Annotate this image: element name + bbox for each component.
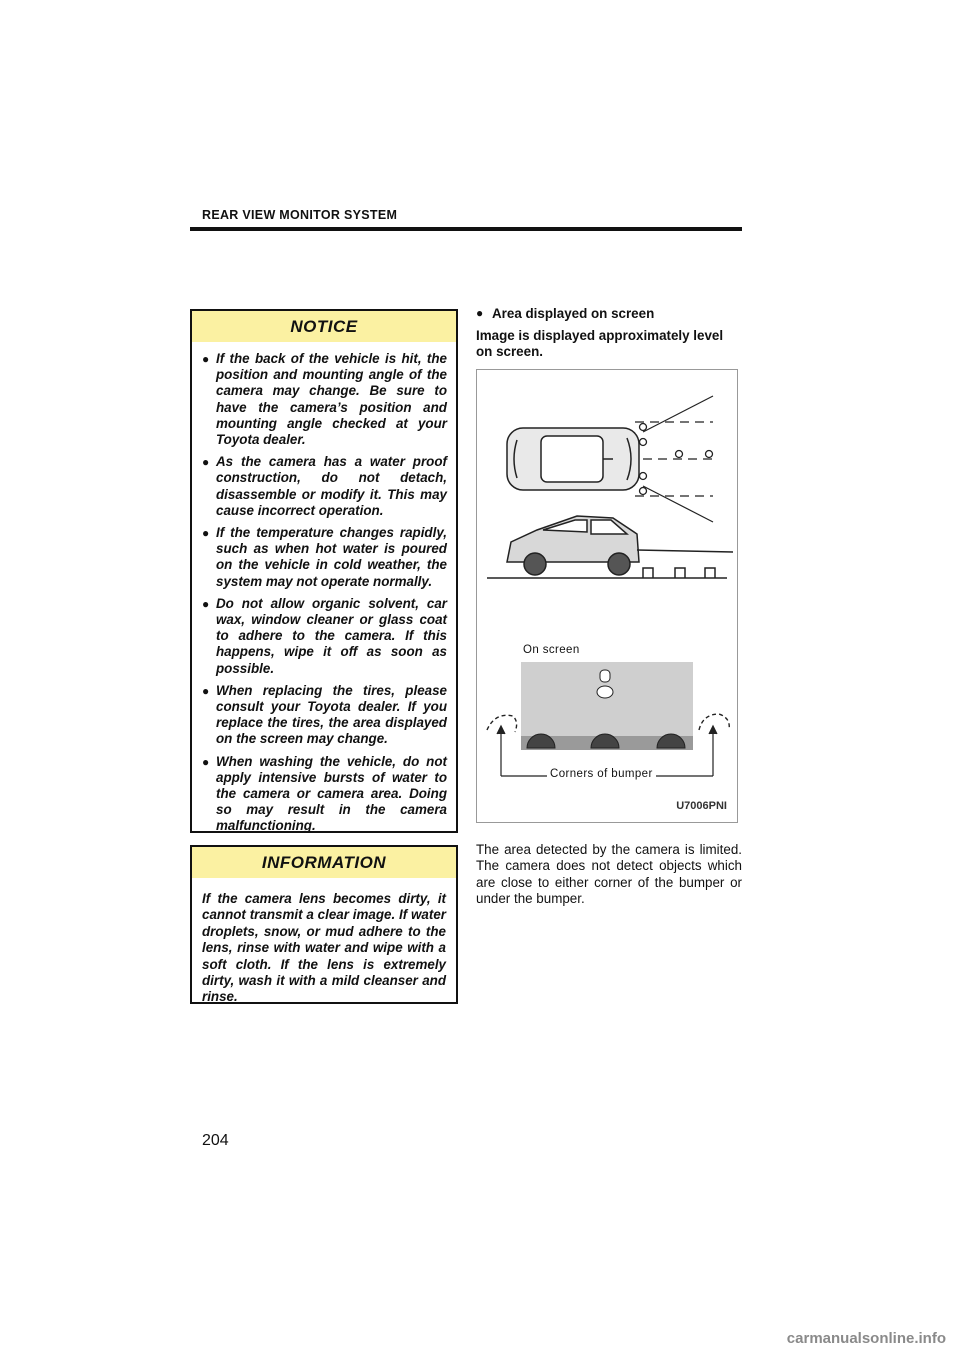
notice-item: ● When washing the vehicle, do not apply intensive bursts of water to the camera or camera area. Doing so may result in the camera malfunctioning. [202, 753, 447, 834]
area-description: The area detected by the camera is limited. The camera does not detect objects which are close to either corner of the bumper or under the bumper. [476, 842, 742, 907]
watermark: carmanualsonline.info [786, 1330, 946, 1347]
notice-box [190, 309, 458, 833]
notice-title: NOTICE [192, 311, 456, 342]
notice-item: ● If the temperature changes rapidly, such as when hot water is poured on the vehicle in cold weather, the system may not operate normally. [202, 525, 447, 589]
header-rule [190, 227, 742, 231]
information-box [190, 845, 458, 1004]
notice-list [192, 342, 456, 835]
corners-of-bumper-label: Corners of bumper [547, 768, 656, 780]
notice-item: ● When replacing the tires, please consult your Toyota dealer. If you replace the tires, the area displayed on the screen may change. [202, 682, 447, 747]
information-title: INFORMATION [192, 847, 456, 878]
car-top-view-icon [507, 428, 639, 490]
section-header-title: REAR VIEW MONITOR SYSTEM [202, 208, 398, 222]
information-text: If the camera lens becomes dirty, it cannot transmit a clear image. If water droplets, snow, or mud adhere to the lens, rinse with water and wipe with a soft cloth. If the lens is extremely dirty, wash it with a mild cleanser and rinse. [202, 891, 446, 1005]
camera-area-illustration [477, 370, 739, 824]
figure-code: U7006PNI [676, 800, 727, 812]
on-screen-label: On screen [523, 644, 580, 656]
notice-item: ● Do not allow organic solvent, car wax, window cleaner or glass coat to adhere to the camera. If this happens, wipe it off as soon as possible. [202, 595, 447, 676]
area-heading-text: Area displayed on screen [492, 306, 655, 321]
bullet-icon: ● [202, 596, 210, 611]
page-number: 204 [202, 1132, 229, 1149]
camera-area-figure [476, 369, 738, 823]
bullet-icon: ● [202, 352, 210, 366]
bullet-icon: ● [202, 754, 210, 769]
car-side-view-icon [507, 516, 639, 575]
bullet-icon: ● [202, 683, 210, 698]
notice-item: ● If the back of the vehicle is hit, the position and mounting angle of the camera may change. Be sure to have the camera’s position and mounting angle checked at your Toyota dealer. [202, 351, 447, 448]
area-intro: Image is displayed approximately level on screen. [476, 328, 724, 360]
notice-item: ● As the camera has a water proof construction, do not detach, disassemble or modify it. This may cause incorrect operation. [202, 454, 447, 518]
bullet-icon: ● [202, 526, 210, 541]
bullet-icon: ● [202, 455, 210, 470]
area-heading [476, 306, 742, 321]
bullet-icon: ● [476, 306, 484, 320]
